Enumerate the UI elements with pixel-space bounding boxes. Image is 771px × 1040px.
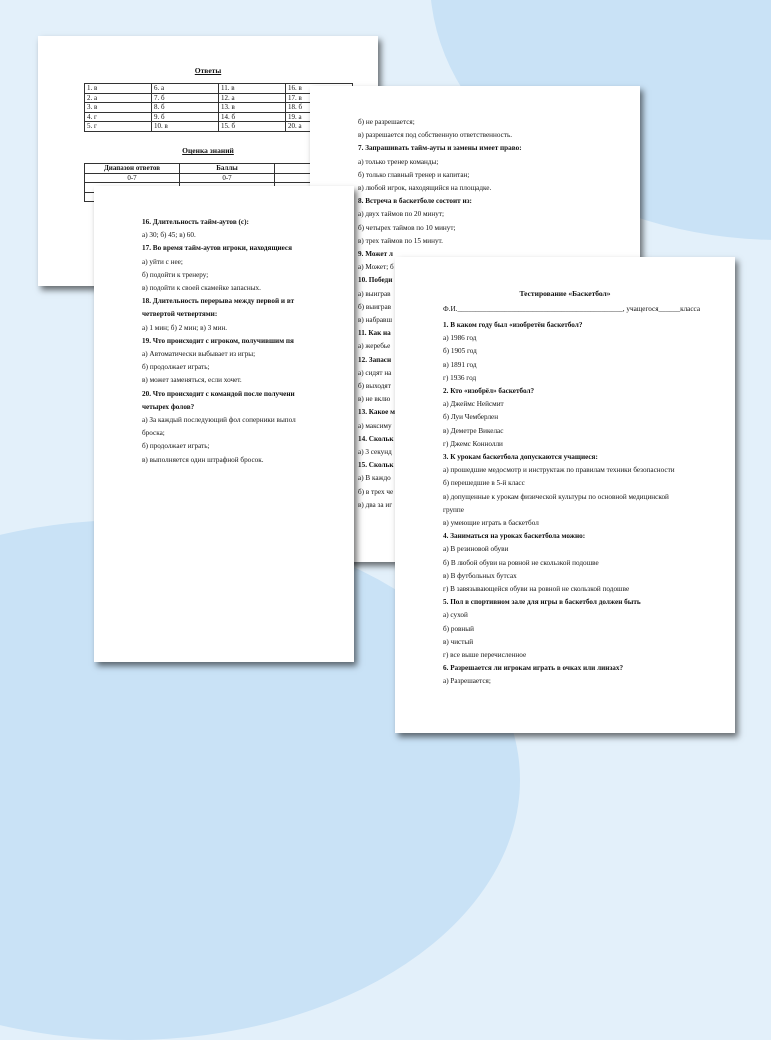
table-cell: 0-7: [180, 173, 275, 183]
answer-line: а) только тренер команды;: [358, 157, 439, 166]
answer-line: в) подойти к своей скамейке запасных.: [142, 284, 261, 293]
question-line: 2. Кто «изобрёл» баскетбол?: [443, 387, 535, 396]
question-line: 16. Длительность тайм-аутов (с):: [142, 218, 249, 226]
question-line: 15. Скольк: [358, 461, 394, 470]
question-line: 12. Запасн: [358, 355, 392, 364]
question-line: 8. Встреча в баскетболе состоит из:: [358, 197, 472, 206]
answer-line: а) максиму: [358, 421, 392, 430]
table-header-cell: Диапазон ответов: [85, 164, 180, 174]
answer-line: г) Джемс Коннолли: [443, 439, 503, 448]
answer-line: в) 1891 год: [443, 360, 477, 369]
answer-line: б) продолжает играть;: [142, 442, 210, 451]
question-line: 3. К урокам баскетбола допускаются учащиеся:: [443, 453, 598, 462]
answer-line: б) продолжает играть;: [142, 363, 210, 372]
question-line: 9. Может л: [358, 250, 393, 259]
answer-line: б) ровный: [443, 624, 474, 633]
question-line: 7. Запрашивать тайм-ауты и замены имеет право:: [358, 144, 522, 153]
answer-line: а) сухой: [443, 611, 468, 620]
answer-line: а) 3 секунд: [358, 448, 392, 457]
table-cell: 7. б: [152, 93, 219, 103]
question-line: четырех фолов?: [142, 402, 195, 411]
answer-line: б) не разрешается;: [358, 118, 415, 126]
answer-line: а) Джеймс Нейсмит: [443, 400, 504, 409]
table-cell: 2. а: [85, 93, 152, 103]
student-name-line: Ф.И.______________________________________________, учащегося______класса: [443, 305, 701, 313]
answer-line: а) В резиновой обуви: [443, 545, 509, 554]
answer-line: б) четырех таймов по 10 минут;: [358, 223, 456, 232]
table-cell: 19. а: [286, 112, 353, 122]
answer-line: броска;: [142, 429, 165, 438]
test-title: Тестирование «Баскетбол»: [519, 289, 611, 298]
answer-line: б) в трех че: [358, 487, 394, 496]
answer-line: в) не вклю: [358, 395, 391, 404]
answer-line: б) только главный тренер и капитан;: [358, 170, 470, 179]
answer-line: в) трех таймов по 15 минут.: [358, 236, 443, 245]
question-line: 1. В каком году был «изобретён баскетбол?: [443, 321, 583, 329]
answer-line: а) Может; б: [358, 263, 394, 272]
page-text: [142, 216, 296, 467]
answer-line: в) выполняется один штрафной бросок.: [142, 455, 264, 464]
answer-line: б) выиграв: [358, 302, 392, 311]
answer-line: в) любой игрок, находящийся на площадке.: [358, 184, 492, 193]
document-page-test-title: [395, 257, 735, 733]
answer-line: в) два за иг: [358, 500, 393, 509]
answer-line: а) Автоматически выбывает из игры;: [142, 350, 256, 359]
answer-line: а) сидят на: [358, 368, 392, 377]
question-line: 17. Во время тайм-аутов игроки, находящиеся: [142, 244, 293, 253]
answer-line: а) выиграв: [358, 289, 391, 298]
question-line: 14. Скольк: [358, 434, 394, 443]
question-line: 20. Что происходит с командой после получени: [142, 389, 295, 398]
table-cell: 14. б: [219, 112, 286, 122]
answer-line: а) двух таймов по 20 минут;: [358, 210, 444, 219]
answer-line: г) 1936 год: [443, 373, 477, 382]
answer-line: б) подойти к тренеру;: [142, 270, 209, 279]
table-cell: 12. а: [219, 93, 286, 103]
question-line: 18. Длительность перерыва между первой и вт: [142, 297, 295, 306]
question-line: 4. Заниматься на уроках баскетбола можно:: [443, 532, 586, 541]
answer-line: г) все выше перечисленное: [443, 651, 527, 660]
answer-line: а) В каждо: [358, 474, 391, 483]
answer-line: в) допущенные к урокам физической культуры по основной медицинской: [443, 492, 669, 501]
table-cell: 16. в: [286, 84, 353, 94]
question-line: 19. Что происходит с игроком, получившим пя: [142, 336, 294, 345]
table-cell: 10. в: [152, 122, 219, 132]
answer-line: а) уйти с нее;: [142, 257, 183, 266]
answer-line: а) 1 мин; б) 2 мин; в) 3 мин.: [142, 323, 228, 332]
answer-line: б) В любой обуви на ровной не скользкой подошве: [443, 558, 599, 567]
table-cell: 11. в: [219, 84, 286, 94]
question-line: 10. Победи: [358, 276, 393, 285]
answer-line: а) Разрешается;: [443, 677, 491, 686]
answer-line: а) За каждый последующий фол соперники выпол: [142, 416, 296, 425]
table-cell: 20. а: [286, 122, 353, 132]
question-line: 6. Разрешается ли игрокам играть в очках или линзах?: [443, 664, 624, 673]
table-cell: 17. в: [286, 93, 353, 103]
answer-line: в) чистый: [443, 637, 474, 646]
table-cell: 9. б: [152, 112, 219, 122]
answer-line: а) 30; б) 45; в) 60.: [142, 231, 196, 240]
table-cell: 0-7: [85, 173, 180, 183]
question-line: 5. Пол в спортивном зале для игры в баскетбол должен быть: [443, 598, 641, 607]
question-line: 13. Какое м: [358, 408, 396, 417]
answer-line: а) жеребье: [358, 342, 391, 351]
table-cell: 6. а: [152, 84, 219, 94]
answer-line: в) умеющие играть в баскетбол: [443, 519, 539, 528]
table-cell: 3. в: [85, 103, 152, 113]
table-cell: 8. б: [152, 103, 219, 113]
table-cell: 13. в: [219, 103, 286, 113]
page-text: [443, 319, 675, 689]
answer-line: в) В футбольных бутсах: [443, 571, 517, 580]
answer-line: б) 1905 год: [443, 347, 477, 356]
answer-line: группе: [443, 505, 464, 514]
question-line: четвертой четвертями:: [142, 310, 218, 319]
answer-line: в) может заменяться, если хочет.: [142, 376, 242, 385]
answer-line: а) 1986 год: [443, 334, 477, 343]
question-line: 11. Как на: [358, 329, 391, 338]
answer-line: б) выходят: [358, 382, 391, 391]
answer-line: б) перешедшие в 5-й класс: [443, 479, 525, 488]
answer-line: в) набравш: [358, 316, 392, 325]
grade-title: Оценка знаний: [182, 146, 234, 155]
answer-line: г) В завязывающейся обуви на ровной не скользкой подошве: [443, 585, 630, 594]
document-page-questions-16-20: [94, 186, 354, 662]
table-cell: 4. г: [85, 112, 152, 122]
answers-title: Ответы: [194, 66, 222, 75]
table-cell: 1. в: [85, 84, 152, 94]
answer-line: б) Луи Чемберлен: [443, 413, 499, 422]
answer-line: в) разрешается под собственную ответственность.: [358, 131, 513, 140]
table-cell: 5. г: [85, 122, 152, 132]
table-cell: 15. б: [219, 122, 286, 132]
table-header-cell: Баллы: [180, 164, 275, 174]
answer-line: в) Деметре Викелас: [443, 426, 504, 435]
table-cell: 18. б: [286, 103, 353, 113]
answer-line: а) прошедшие медосмотр и инструктаж по правилам техники безопасности: [443, 466, 675, 475]
